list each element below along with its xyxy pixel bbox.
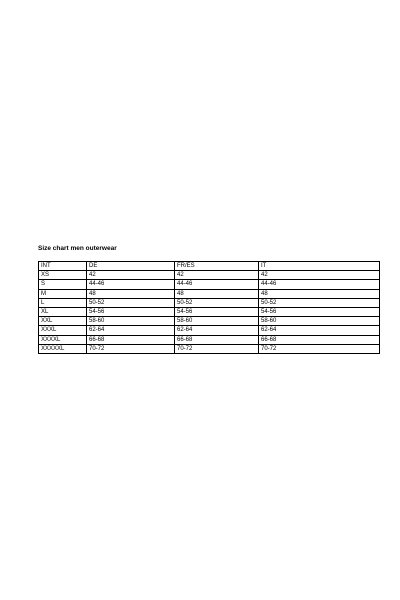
table-cell: XXXXL — [39, 335, 87, 344]
size-chart-table — [38, 261, 380, 354]
header-cell-de: DE — [87, 262, 175, 271]
table-cell: 44-46 — [259, 280, 380, 289]
table-cell: 54-56 — [259, 308, 380, 317]
table-cell: XXL — [39, 317, 87, 326]
table-cell: 70-72 — [87, 344, 175, 353]
table-row — [39, 335, 380, 344]
table-cell: 58-60 — [87, 317, 175, 326]
table-cell: XS — [39, 271, 87, 280]
table-cell: 44-46 — [87, 280, 175, 289]
header-cell-fr-es: FR/ES — [175, 262, 259, 271]
table-cell: 42 — [259, 271, 380, 280]
table-title: Size chart men outerwear — [38, 245, 117, 252]
table-cell: 66-68 — [259, 335, 380, 344]
table-row — [39, 326, 380, 335]
table-row — [39, 344, 380, 353]
table-row — [39, 280, 380, 289]
table-cell: XXXXXL — [39, 344, 87, 353]
table-cell: 48 — [87, 289, 175, 298]
table-row — [39, 289, 380, 298]
table-cell: 44-46 — [175, 280, 259, 289]
table-cell: XXXL — [39, 326, 87, 335]
table-cell: 58-60 — [175, 317, 259, 326]
table-row — [39, 317, 380, 326]
header-cell-it: IT — [259, 262, 380, 271]
table-cell: 48 — [175, 289, 259, 298]
table-cell: 62-64 — [87, 326, 175, 335]
table-row — [39, 271, 380, 280]
table-cell: 70-72 — [175, 344, 259, 353]
table-cell: 42 — [87, 271, 175, 280]
table-cell: 54-56 — [87, 308, 175, 317]
table-cell: 66-68 — [87, 335, 175, 344]
table-cell: 66-68 — [175, 335, 259, 344]
table-row — [39, 308, 380, 317]
table-cell: M — [39, 289, 87, 298]
table-cell: 42 — [175, 271, 259, 280]
table-cell: 58-60 — [259, 317, 380, 326]
header-cell-int: INT — [39, 262, 87, 271]
table-row — [39, 298, 380, 307]
table-header-row — [39, 262, 380, 271]
table-cell: 62-64 — [175, 326, 259, 335]
table-cell: XL — [39, 308, 87, 317]
table-cell: L — [39, 298, 87, 307]
table-cell: 50-52 — [87, 298, 175, 307]
table-cell: 50-52 — [259, 298, 380, 307]
table-cell: S — [39, 280, 87, 289]
table-cell: 48 — [259, 289, 380, 298]
table-cell: 62-64 — [259, 326, 380, 335]
table-cell: 50-52 — [175, 298, 259, 307]
table-cell: 54-56 — [175, 308, 259, 317]
table-cell: 70-72 — [259, 344, 380, 353]
